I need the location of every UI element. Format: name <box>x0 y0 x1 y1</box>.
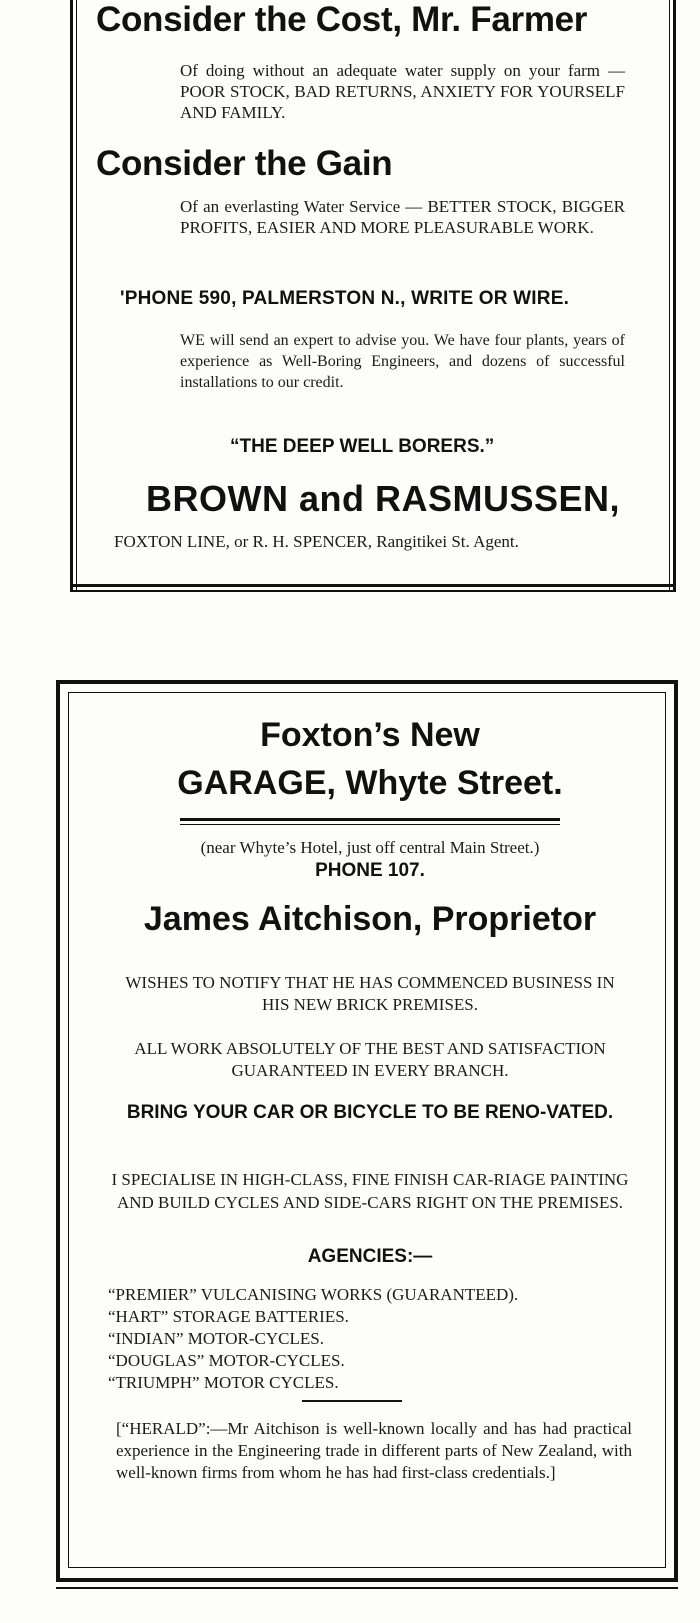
guarantee-notice: ALL WORK ABSOLUTELY OF THE BEST AND SATISFACTION GUARANTEED IN EVERY BRANCH. <box>134 1039 606 1080</box>
list-item: “TRIUMPH” MOTOR CYCLES. <box>108 1373 339 1392</box>
cost-paragraph: Of doing without an adequate water supply on your farm — POOR STOCK, BAD RETURNS, ANXIETY FOR YOURSELF AND FAMILY. <box>180 61 625 122</box>
list-item: “HART” STORAGE BATTERIES. <box>108 1307 349 1326</box>
garage-phone: PHONE 107. <box>315 860 425 881</box>
garage-title-line1: Foxton’s New <box>260 716 480 754</box>
renovation-notice: BRING YOUR CAR OR BICYCLE TO BE RENO-VATED. <box>126 1102 614 1123</box>
slogan: “THE DEEP WELL BORERS.” <box>230 436 495 457</box>
frame-right-rule <box>673 0 676 590</box>
frame-right-inner-rule <box>669 0 670 590</box>
garage-title-line2: GARAGE, Whyte Street. <box>177 764 563 802</box>
gain-paragraph: Of an everlasting Water Service — BETTER STOCK, BIGGER PROFITS, EASIER AND MORE PLEASURABLE WORK. <box>180 197 625 237</box>
section-divider <box>302 1400 402 1402</box>
list-item: “DOUGLAS” MOTOR-CYCLES. <box>108 1351 345 1370</box>
frame-left-inner-rule <box>76 0 77 590</box>
list-item: “PREMIER” VULCANISING WORKS (GUARANTEED). <box>108 1285 519 1304</box>
herald-note: [“HERALD”:—Mr Aitchison is well-known locally and has had practical experience in the Engineering trade in different parts of New Zealand, with well-known firms from whom he has had first-class credentials.] <box>116 1419 632 1482</box>
list-item: “INDIAN” MOTOR-CYCLES. <box>108 1329 324 1348</box>
agent-address: FOXTON LINE, or R. H. SPENCER, Rangitikei St. Agent. <box>114 532 519 551</box>
title-underline-thin <box>180 824 560 825</box>
expert-paragraph: WE will send an expert to advise you. We have four plants, years of experience as Well-Boring Engineers, and dozens of successful installations to our credit. <box>180 332 625 391</box>
company-name: BROWN and RASMUSSEN, <box>146 478 621 519</box>
frame-bottom-rule <box>70 584 676 587</box>
speciality-notice: I SPECIALISE IN HIGH-CLASS, FINE FINISH CAR-RIAGE PAINTING AND BUILD CYCLES AND SIDE-CARS RIGHT ON THE PREMISES. <box>111 1170 629 1212</box>
headline-consider-cost: Consider the Cost, Mr. Farmer <box>96 0 588 39</box>
phone-line: 'PHONE 590, PALMERSTON N., WRITE OR WIRE. <box>120 288 570 309</box>
headline-consider-gain: Consider the Gain <box>96 144 393 183</box>
proprietor-name: James Aitchison, Proprietor <box>143 900 597 938</box>
agencies-heading: AGENCIES:— <box>307 1246 433 1267</box>
frame-bottom-double-rule <box>56 1587 678 1589</box>
frame-bottom-double-rule <box>70 590 676 592</box>
frame-left-rule <box>70 0 73 590</box>
agencies-list <box>108 1284 638 1394</box>
location-note: (near Whyte’s Hotel, just off central Main Street.) <box>200 838 540 857</box>
business-notice: WISHES TO NOTIFY THAT HE HAS COMMENCED BUSINESS IN HIS NEW BRICK PREMISES. <box>125 973 615 1014</box>
title-underline-thick <box>180 818 560 821</box>
